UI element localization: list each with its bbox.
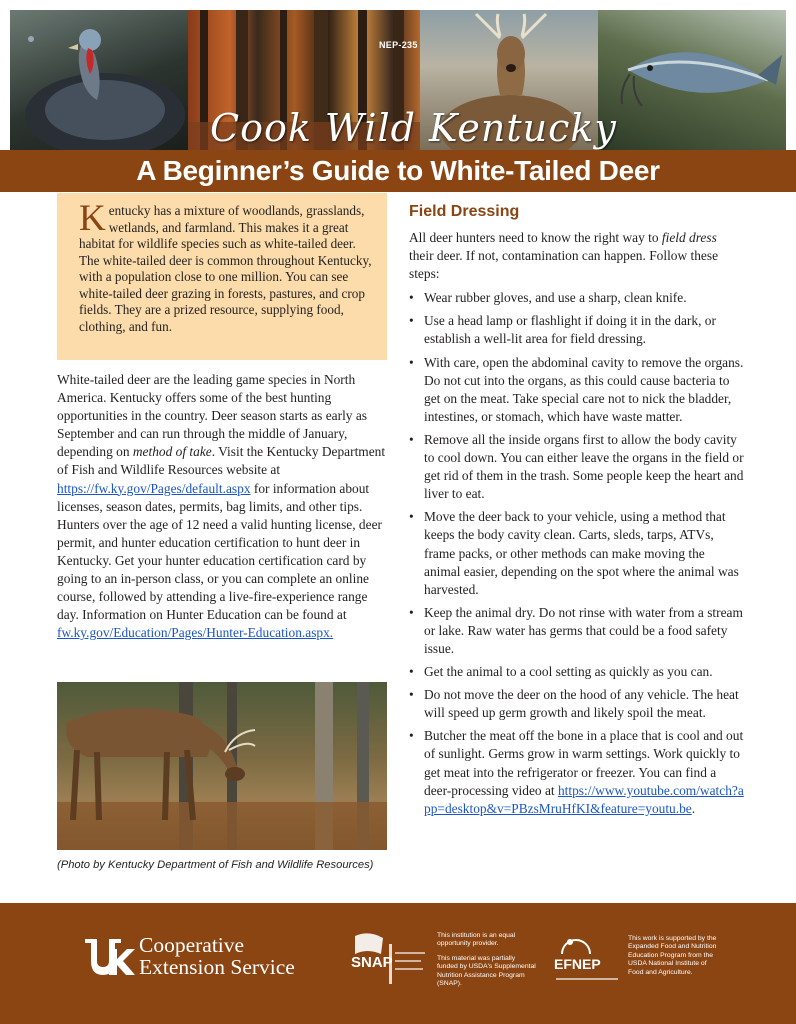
step-text: Get the animal to a cool setting as quickly as you can. [424, 664, 713, 680]
bullet-icon: • [409, 509, 414, 525]
snap-text-1: This institution is an equal opportunity provider. [437, 932, 516, 948]
steps-list [409, 289, 744, 818]
drop-cap: K [79, 198, 106, 239]
catfish-illustration [598, 10, 786, 150]
body-text-1: White-tailed deer are the leading game species in North America. Kentucky offers some of the best hunting opportunities in the country. Deer season starts as early as September and can run through the middle of January, depending on [57, 372, 368, 460]
lead-text-1: All deer hunters need to know the right way to [409, 230, 662, 245]
corner-dot [28, 36, 34, 42]
extension-service-logo [139, 934, 295, 978]
turkey-photo [10, 10, 188, 150]
body-paragraph [57, 371, 387, 642]
list-item [409, 354, 744, 426]
body-text-3: for information about licenses, season dates, permits, bag limits, and other tips. Hunters over the age of 12 need a valid hunting license, deer permit, and hunter education certification to hunt deer in Kentucky. Get your hunter education certification card by going to an in-person class, or you can complete an online course, followed by attending a live-fire-experience range day. Information on Hunter Education can be found at [57, 480, 382, 623]
step-text: Move the deer back to your vehicle, using a method that keeps the body cavity clean. Carts, sleds, tarps, ATVs, frame packs, or other methods can make moving the animal easier, depending on the spot where the animal was harvested. [424, 509, 739, 597]
snap-logo [349, 930, 431, 988]
step-text: Keep the animal dry. Do not rinse with water from a stream or lake. Raw water has germs that could be a food safety issue. [424, 604, 743, 656]
bullet-icon: • [409, 290, 414, 306]
step-text: Butcher the meat off the bone in a place that is cool and out of sunlight. Germs grow in warm settings. Work quickly to get meat into the refrigerator or freezer. You can find a deer-processing video at [424, 728, 744, 798]
series-title: Cook Wild Kentucky [210, 106, 617, 150]
list-item [409, 604, 744, 658]
turkey-illustration [10, 10, 188, 150]
list-item [409, 289, 744, 307]
catfish-photo [598, 10, 786, 150]
lead-text-2: their deer. If not, contamination can happen. Follow these steps: [409, 248, 719, 282]
snap-label: SNAP [351, 954, 393, 971]
kdfwr-link[interactable]: https://fw.ky.gov/Pages/default.aspx [57, 480, 251, 496]
body-emphasis: method of take [132, 444, 212, 460]
hunter-education-link[interactable]: fw.ky.gov/Education/Pages/Hunter-Education.aspx. [57, 625, 334, 641]
header-banner [10, 10, 786, 150]
bullet-icon: • [409, 664, 414, 680]
snap-disclaimer [437, 932, 537, 988]
step-text: Wear rubber gloves, and use a sharp, clean knife. [424, 290, 687, 306]
snap-text-2: This material was partially funded by USDA's Supplemental Nutrition Assistance Program (SNAP). [437, 954, 536, 988]
title-bar [0, 150, 796, 192]
step-text: Remove all the inside organs first to allow the body cavity to cool down. You can either leave the organs in the field or get rid of them in the trash. Some people keep the heart and liver to eat. [424, 431, 744, 502]
efnep-disclaimer: This work is supported by the Expanded Food and Nutrition Education Program from the USDA National Institute of Food and Agriculture. [628, 935, 717, 976]
bullet-icon: • [409, 431, 414, 447]
deer-illustration [57, 682, 387, 850]
deer-photo [57, 682, 387, 850]
list-item [409, 686, 744, 722]
photo-caption: (Photo by Kentucky Department of Fish and Wildlife Resources) [57, 859, 374, 871]
bullet-icon: • [409, 354, 414, 370]
bullet-icon: • [409, 687, 414, 703]
uk-logo-icon [83, 935, 135, 979]
bullet-icon: • [409, 604, 414, 620]
section-heading: Field Dressing [409, 203, 520, 220]
ces-line-2: Extension Service [139, 955, 295, 979]
intro-box [57, 193, 387, 360]
efnep-label: EFNEP [554, 956, 601, 972]
body-text-2: . Visit the Kentucky Department of Fish and Wildlife Resources website at [57, 444, 386, 478]
bullet-icon: • [409, 728, 414, 744]
section-lead [409, 229, 744, 283]
page-title: A Beginner’s Guide to White-Tailed Deer [136, 155, 660, 186]
bullet-icon: • [409, 313, 414, 329]
list-item [409, 312, 744, 348]
step-text: Use a head lamp or flashlight if doing it in the dark, or establish a well-lit area for field dressing. [424, 313, 716, 347]
list-item [409, 727, 744, 817]
intro-text: entucky has a mixture of woodlands, grasslands, wetlands, and farmland. This makes it a great habitat for wildlife species such as white-tailed deer. The white-tailed deer is common throughout Kentucky, with a population close to one million. You can see white-tailed deer grazing in forests, pastures, and crop fields. They are a prized resource, supplying food, clothing, and fun. [79, 203, 372, 334]
document-number: NEP-235 [379, 40, 418, 50]
deer-processing-video-link[interactable]: https://www.youtube.com/watch?app=desktop&v=PBzsMruHfKI&feature=youtu.be [424, 782, 744, 816]
efnep-logo [552, 936, 622, 986]
field-dressing-section [409, 203, 744, 823]
list-item [409, 508, 744, 598]
step-text: With care, open the abdominal cavity to remove the organs. Do not cut into the organs, as this could cause bacteria to get on the meat. Take special care not to nick the bladder, intestines, or stomach, which have waste matter. [424, 354, 744, 424]
step-end-punct: . [691, 800, 696, 816]
list-item [409, 663, 744, 681]
lead-emphasis: field dress [661, 230, 717, 245]
ces-line-1: Cooperative [139, 933, 245, 957]
step-text: Do not move the deer on the hood of any vehicle. The heat will speed up germ growth and likely spoil the meat. [424, 687, 739, 721]
list-item [409, 431, 744, 503]
